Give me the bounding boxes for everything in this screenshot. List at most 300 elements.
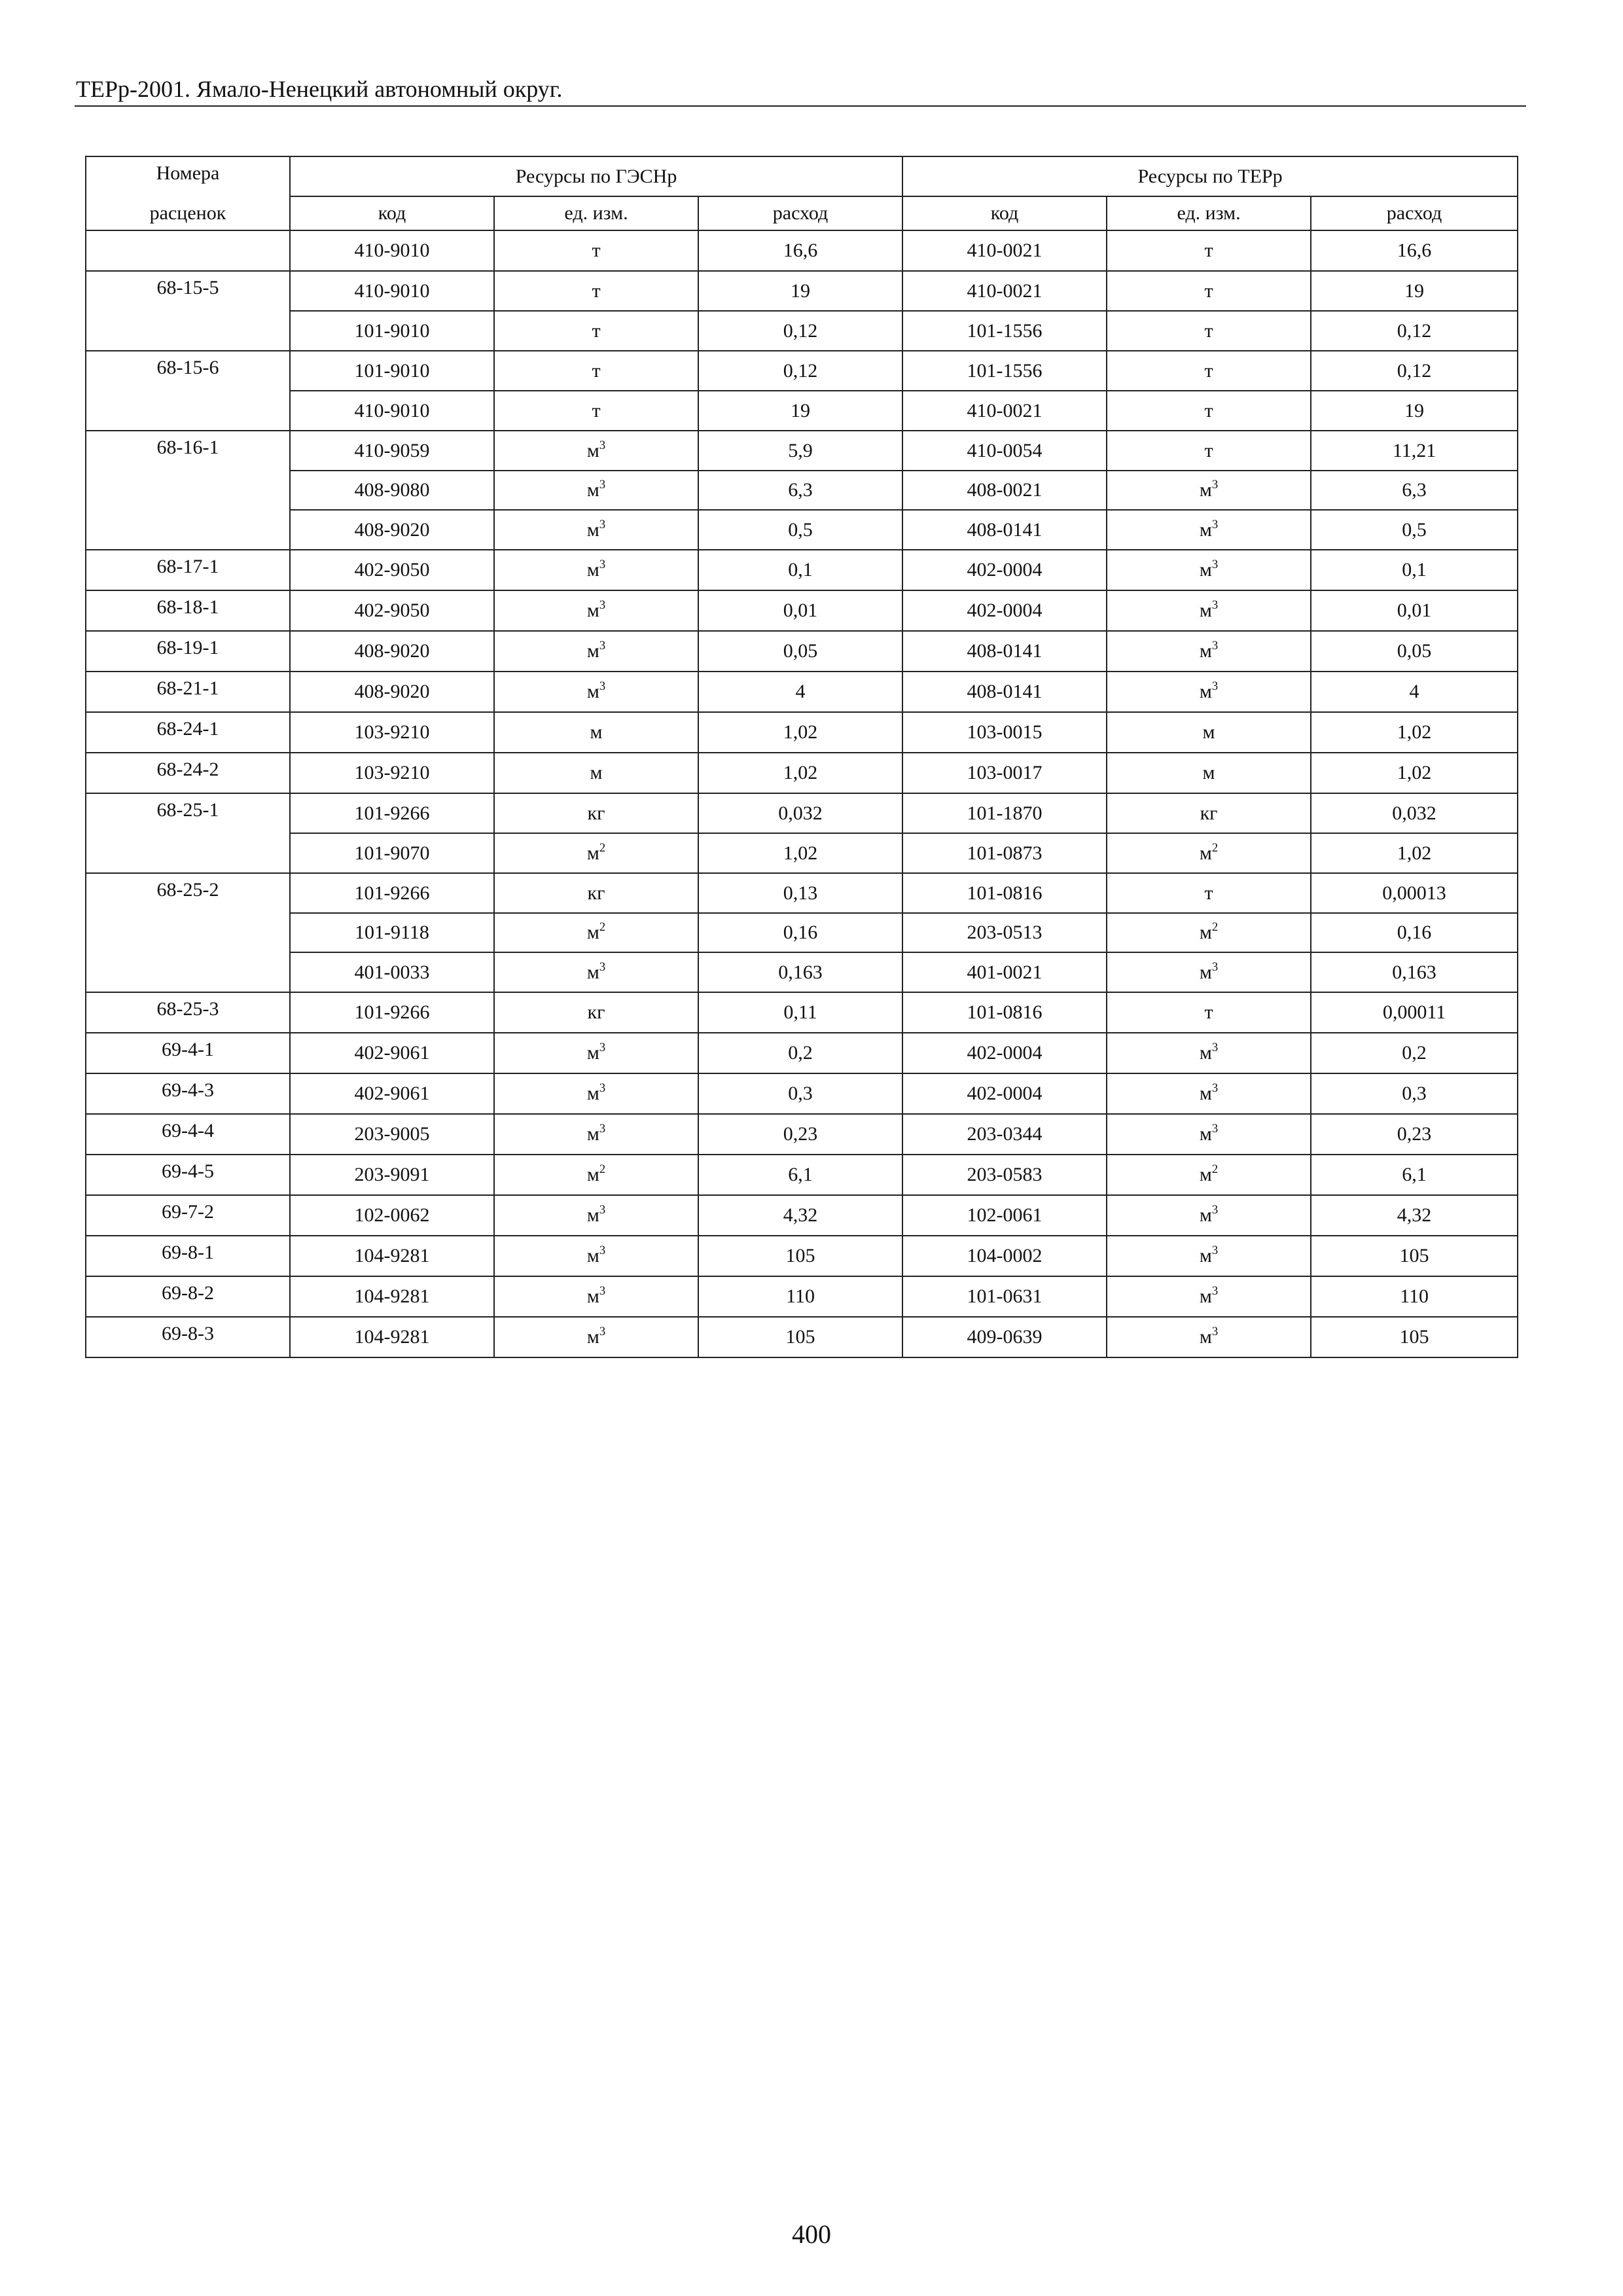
gesnr-amount-cell: 0,1 <box>698 550 902 590</box>
table-header-row-1 <box>86 156 1518 196</box>
table-row <box>86 952 1518 992</box>
gesnr-code-cell: 408-9020 <box>290 672 494 712</box>
unit-text: кг <box>1200 802 1218 824</box>
unit-exponent: 3 <box>1211 1041 1219 1054</box>
unit-text: м <box>1199 518 1212 541</box>
gesnr-group-header: Ресурсы по ГЭСНр <box>290 156 902 196</box>
gesnr-unit-cell <box>494 431 698 471</box>
unit-exponent: 3 <box>599 1041 606 1054</box>
gesnr-unit-cell <box>494 712 698 753</box>
terr-code-cell: 408-0141 <box>902 672 1107 712</box>
unit-exponent: 3 <box>1211 517 1219 531</box>
rate-number-cell: 68-15-5 <box>86 271 290 311</box>
terr-code-cell: 101-1870 <box>902 793 1107 833</box>
unit-text: т <box>592 240 601 261</box>
terr-amount-cell: 105 <box>1311 1236 1518 1276</box>
terr-code-cell: 402-0004 <box>902 1033 1107 1073</box>
terr-unit-cell <box>1107 230 1311 271</box>
unit-text: м <box>586 1326 599 1348</box>
terr-unit-cell <box>1107 913 1311 952</box>
terr-amount-cell: 1,02 <box>1311 833 1518 873</box>
gesnr-amount-cell: 0,23 <box>698 1114 902 1155</box>
terr-amount-cell: 1,02 <box>1311 712 1518 753</box>
unit-exponent: 3 <box>599 1244 606 1257</box>
unit-text: м <box>1199 640 1212 662</box>
terr-code-cell: 408-0141 <box>902 631 1107 672</box>
unit-exponent: 3 <box>1211 1284 1219 1298</box>
terr-unit-header: ед. изм. <box>1107 196 1311 230</box>
terr-code-cell: 203-0344 <box>902 1114 1107 1155</box>
rate-number-cell: 69-4-4 <box>86 1114 290 1155</box>
unit-text: м <box>586 439 599 461</box>
table-row <box>86 510 1518 550</box>
table-row <box>86 631 1518 672</box>
table-body <box>86 230 1518 1357</box>
gesnr-amount-cell: 0,163 <box>698 952 902 992</box>
terr-unit-cell <box>1107 753 1311 793</box>
unit-text: м <box>1199 842 1212 864</box>
unit-exponent: 2 <box>1211 840 1219 855</box>
gesnr-amount-cell: 19 <box>698 391 902 431</box>
rate-number-cell: 69-7-2 <box>86 1195 290 1236</box>
rate-number-cell <box>86 391 290 431</box>
terr-amount-cell: 0,05 <box>1311 631 1518 672</box>
terr-unit-cell <box>1107 631 1311 672</box>
gesnr-amount-cell: 0,3 <box>698 1073 902 1114</box>
gesnr-unit-cell <box>494 1195 698 1236</box>
unit-text: т <box>1204 319 1213 342</box>
gesnr-amount-cell: 1,02 <box>698 753 902 793</box>
table-row <box>86 271 1518 311</box>
unit-exponent: 3 <box>1211 478 1219 492</box>
terr-unit-cell <box>1107 271 1311 311</box>
terr-code-header: код <box>902 196 1107 230</box>
rate-number-cell: 68-19-1 <box>86 631 290 672</box>
gesnr-code-cell: 402-9050 <box>290 590 494 631</box>
rate-number-cell <box>86 913 290 952</box>
terr-amount-cell: 19 <box>1311 271 1518 311</box>
terr-code-cell: 103-0017 <box>902 753 1107 793</box>
unit-text: м <box>1199 1204 1212 1226</box>
gesnr-unit-cell <box>494 351 698 391</box>
terr-unit-cell <box>1107 1317 1311 1357</box>
unit-exponent: 2 <box>599 1162 606 1176</box>
terr-code-cell: 402-0004 <box>902 550 1107 590</box>
unit-exponent: 2 <box>1211 1162 1219 1176</box>
terr-amount-cell: 4 <box>1311 672 1518 712</box>
terr-amount-cell: 0,3 <box>1311 1073 1518 1114</box>
unit-text: м <box>586 559 599 581</box>
gesnr-code-cell: 104-9281 <box>290 1236 494 1276</box>
rate-number-cell: 69-8-3 <box>86 1317 290 1357</box>
unit-text: кг <box>587 882 605 904</box>
rate-number-header: Номера <box>86 156 290 196</box>
terr-code-cell: 102-0061 <box>902 1195 1107 1236</box>
table-row <box>86 873 1518 913</box>
gesnr-amount-cell: 0,12 <box>698 351 902 391</box>
gesnr-amount-cell: 1,02 <box>698 833 902 873</box>
table-row <box>86 1073 1518 1114</box>
rate-number-cell: 69-4-1 <box>86 1033 290 1073</box>
gesnr-amount-cell: 16,6 <box>698 230 902 271</box>
terr-unit-cell <box>1107 471 1311 510</box>
unit-text: м <box>586 1245 599 1266</box>
gesnr-unit-cell <box>494 992 698 1033</box>
terr-code-cell: 401-0021 <box>902 952 1107 992</box>
rate-number-cell: 68-25-3 <box>86 992 290 1033</box>
unit-text: м <box>586 1123 599 1145</box>
unit-exponent: 3 <box>599 1081 606 1095</box>
unit-text: м <box>586 1164 599 1185</box>
gesnr-unit-cell <box>494 471 698 510</box>
gesnr-unit-cell <box>494 1114 698 1155</box>
gesnr-amount-cell: 0,12 <box>698 311 902 351</box>
unit-exponent: 2 <box>599 920 606 934</box>
table-row <box>86 230 1518 271</box>
terr-code-cell: 408-0141 <box>902 510 1107 550</box>
gesnr-amount-cell: 19 <box>698 271 902 311</box>
table-row <box>86 351 1518 391</box>
gesnr-unit-cell <box>494 510 698 550</box>
terr-unit-cell <box>1107 590 1311 631</box>
terr-code-cell: 103-0015 <box>902 712 1107 753</box>
unit-text: м <box>1199 600 1212 621</box>
table-row <box>86 1195 1518 1236</box>
rate-number-cell: 69-8-1 <box>86 1236 290 1276</box>
unit-text: т <box>592 359 601 382</box>
rate-number-cell: 68-21-1 <box>86 672 290 712</box>
rate-number-cell: 68-18-1 <box>86 590 290 631</box>
gesnr-code-cell: 104-9281 <box>290 1276 494 1317</box>
table-row <box>86 672 1518 712</box>
terr-unit-cell <box>1107 1114 1311 1155</box>
gesnr-code-cell: 203-9091 <box>290 1155 494 1195</box>
gesnr-unit-cell <box>494 311 698 351</box>
terr-amount-header: расход <box>1311 196 1518 230</box>
gesnr-code-cell: 408-9020 <box>290 510 494 550</box>
gesnr-unit-header: ед. изм. <box>494 196 698 230</box>
table-row <box>86 712 1518 753</box>
terr-unit-cell <box>1107 793 1311 833</box>
gesnr-code-cell: 102-0062 <box>290 1195 494 1236</box>
terr-unit-cell <box>1107 1236 1311 1276</box>
unit-exponent: 3 <box>1211 1122 1219 1136</box>
header-rule <box>75 105 1526 107</box>
gesnr-code-cell: 401-0033 <box>290 952 494 992</box>
rate-number-cell: 68-17-1 <box>86 550 290 590</box>
unit-text: т <box>1204 240 1213 261</box>
unit-text: м <box>1199 961 1212 983</box>
gesnr-code-cell: 101-9266 <box>290 992 494 1033</box>
terr-amount-cell: 0,00011 <box>1311 992 1518 1033</box>
gesnr-amount-cell: 6,3 <box>698 471 902 510</box>
terr-code-cell: 402-0004 <box>902 1073 1107 1114</box>
gesnr-amount-cell: 0,032 <box>698 793 902 833</box>
unit-exponent: 3 <box>1211 1081 1219 1095</box>
unit-text: м <box>1199 922 1212 943</box>
gesnr-amount-cell: 5,9 <box>698 431 902 471</box>
unit-text: м <box>590 721 603 743</box>
terr-amount-cell: 105 <box>1311 1317 1518 1357</box>
terr-amount-cell: 6,1 <box>1311 1155 1518 1195</box>
terr-unit-cell <box>1107 311 1311 351</box>
terr-code-cell: 101-0816 <box>902 873 1107 913</box>
unit-exponent: 3 <box>599 478 606 492</box>
unit-text: т <box>1204 399 1213 422</box>
terr-unit-cell <box>1107 550 1311 590</box>
table-row <box>86 833 1518 873</box>
table-row <box>86 471 1518 510</box>
terr-code-cell: 101-0816 <box>902 992 1107 1033</box>
rate-number-cell: 68-16-1 <box>86 431 290 471</box>
unit-text: м <box>1199 1285 1212 1307</box>
unit-exponent: 3 <box>1211 679 1219 693</box>
unit-text: м <box>586 681 599 702</box>
unit-exponent: 3 <box>1211 1244 1219 1257</box>
terr-code-cell: 402-0004 <box>902 590 1107 631</box>
terr-unit-cell <box>1107 952 1311 992</box>
terr-amount-cell: 0,01 <box>1311 590 1518 631</box>
terr-amount-cell: 4,32 <box>1311 1195 1518 1236</box>
terr-unit-cell <box>1107 873 1311 913</box>
gesnr-unit-cell <box>494 1317 698 1357</box>
terr-amount-cell: 0,00013 <box>1311 873 1518 913</box>
table-row <box>86 1114 1518 1155</box>
gesnr-amount-cell: 105 <box>698 1317 902 1357</box>
unit-text: м <box>590 762 603 783</box>
gesnr-unit-cell <box>494 590 698 631</box>
gesnr-code-cell: 402-9050 <box>290 550 494 590</box>
gesnr-unit-cell <box>494 873 698 913</box>
gesnr-amount-header: расход <box>698 196 902 230</box>
rate-number-cell: 68-25-1 <box>86 793 290 833</box>
terr-code-cell: 410-0054 <box>902 431 1107 471</box>
rate-number-cell: 69-8-2 <box>86 1276 290 1317</box>
unit-exponent: 3 <box>1211 639 1219 653</box>
gesnr-code-cell: 101-9010 <box>290 311 494 351</box>
unit-text: т <box>1204 439 1213 461</box>
terr-unit-cell <box>1107 833 1311 873</box>
page-number: 400 <box>792 2219 831 2249</box>
terr-code-cell: 408-0021 <box>902 471 1107 510</box>
gesnr-amount-cell: 0,5 <box>698 510 902 550</box>
terr-code-cell: 410-0021 <box>902 230 1107 271</box>
unit-exponent: 3 <box>599 960 606 974</box>
unit-text: т <box>592 399 601 422</box>
table-row <box>86 1276 1518 1317</box>
rate-number-cell <box>86 311 290 351</box>
unit-exponent: 3 <box>599 1325 606 1338</box>
gesnr-amount-cell: 0,05 <box>698 631 902 672</box>
gesnr-amount-cell: 0,11 <box>698 992 902 1033</box>
gesnr-unit-cell <box>494 631 698 672</box>
terr-unit-cell <box>1107 992 1311 1033</box>
table-row <box>86 391 1518 431</box>
rate-number-cell: 68-24-1 <box>86 712 290 753</box>
terr-amount-cell: 0,12 <box>1311 311 1518 351</box>
unit-text: м <box>1199 559 1212 581</box>
gesnr-code-cell: 408-9020 <box>290 631 494 672</box>
unit-exponent: 3 <box>599 1284 606 1298</box>
unit-text: м <box>586 922 599 943</box>
gesnr-code-cell: 101-9266 <box>290 793 494 833</box>
unit-text: м <box>1202 762 1215 783</box>
unit-text: м <box>586 961 599 983</box>
terr-amount-cell: 19 <box>1311 391 1518 431</box>
table-row <box>86 1317 1518 1357</box>
terr-code-cell: 101-1556 <box>902 351 1107 391</box>
unit-text: м <box>586 1042 599 1064</box>
terr-amount-cell: 16,6 <box>1311 230 1518 271</box>
gesnr-code-cell: 402-9061 <box>290 1033 494 1073</box>
terr-unit-cell <box>1107 712 1311 753</box>
gesnr-amount-cell: 0,01 <box>698 590 902 631</box>
unit-text: т <box>592 279 601 302</box>
terr-unit-cell <box>1107 431 1311 471</box>
rate-number-cell: 68-24-2 <box>86 753 290 793</box>
unit-text: т <box>1204 359 1213 382</box>
table-row <box>86 793 1518 833</box>
unit-text: м <box>1199 1083 1212 1104</box>
unit-exponent: 3 <box>599 679 606 693</box>
unit-exponent: 3 <box>599 598 606 612</box>
gesnr-code-cell: 402-9061 <box>290 1073 494 1114</box>
gesnr-amount-cell: 110 <box>698 1276 902 1317</box>
gesnr-unit-cell <box>494 550 698 590</box>
terr-code-cell: 101-0631 <box>902 1276 1107 1317</box>
table-row <box>86 550 1518 590</box>
terr-amount-cell: 11,21 <box>1311 431 1518 471</box>
gesnr-code-cell: 104-9281 <box>290 1317 494 1357</box>
terr-code-cell: 203-0513 <box>902 913 1107 952</box>
rate-number-cell <box>86 510 290 550</box>
gesnr-code-cell: 410-9010 <box>290 271 494 311</box>
gesnr-unit-cell <box>494 833 698 873</box>
gesnr-unit-cell <box>494 391 698 431</box>
unit-text: м <box>586 1083 599 1104</box>
unit-exponent: 3 <box>1211 598 1219 612</box>
gesnr-unit-cell <box>494 271 698 311</box>
unit-text: м <box>1199 1042 1212 1064</box>
unit-text: м <box>586 479 599 501</box>
unit-exponent: 3 <box>599 558 606 571</box>
gesnr-code-cell: 203-9005 <box>290 1114 494 1155</box>
unit-exponent: 3 <box>599 1122 606 1136</box>
table-row <box>86 913 1518 952</box>
gesnr-amount-cell: 1,02 <box>698 712 902 753</box>
unit-text: м <box>1199 1123 1212 1145</box>
unit-exponent: 3 <box>1211 1325 1219 1338</box>
gesnr-unit-cell <box>494 1033 698 1073</box>
unit-text: м <box>586 600 599 621</box>
rate-number-cell: 69-4-5 <box>86 1155 290 1195</box>
gesnr-amount-cell: 105 <box>698 1236 902 1276</box>
unit-exponent: 3 <box>1211 558 1219 571</box>
gesnr-unit-cell <box>494 1073 698 1114</box>
terr-amount-cell: 0,12 <box>1311 351 1518 391</box>
unit-exponent: 3 <box>1211 960 1219 974</box>
rate-number-cell: 68-25-2 <box>86 873 290 913</box>
unit-text: т <box>1204 279 1213 302</box>
terr-amount-cell: 0,16 <box>1311 913 1518 952</box>
unit-exponent: 3 <box>599 1203 606 1217</box>
terr-code-cell: 410-0021 <box>902 271 1107 311</box>
unit-exponent: 3 <box>1211 1203 1219 1217</box>
table-row <box>86 311 1518 351</box>
gesnr-unit-cell <box>494 753 698 793</box>
terr-unit-cell <box>1107 1073 1311 1114</box>
terr-amount-cell: 1,02 <box>1311 753 1518 793</box>
unit-text: м <box>1199 1326 1212 1348</box>
gesnr-amount-cell: 0,2 <box>698 1033 902 1073</box>
gesnr-unit-cell <box>494 672 698 712</box>
unit-text: м <box>1199 1164 1212 1185</box>
page-header-title: ТЕРр-2001. Ямало-Ненецкий автономный округ. <box>76 76 563 102</box>
rate-number-cell <box>86 833 290 873</box>
terr-unit-cell <box>1107 351 1311 391</box>
terr-amount-cell: 0,163 <box>1311 952 1518 992</box>
unit-text: т <box>592 319 601 342</box>
terr-amount-cell: 0,23 <box>1311 1114 1518 1155</box>
unit-exponent: 2 <box>1211 920 1219 934</box>
unit-text: т <box>1204 882 1213 904</box>
gesnr-unit-cell <box>494 793 698 833</box>
unit-text: м <box>1199 681 1212 702</box>
rate-number-cell <box>86 230 290 271</box>
gesnr-code-cell: 103-9210 <box>290 712 494 753</box>
unit-text: м <box>586 1204 599 1226</box>
gesnr-code-cell: 410-9059 <box>290 431 494 471</box>
terr-amount-cell: 6,3 <box>1311 471 1518 510</box>
terr-unit-cell <box>1107 672 1311 712</box>
terr-unit-cell <box>1107 1155 1311 1195</box>
gesnr-code-cell: 408-9080 <box>290 471 494 510</box>
table-row <box>86 992 1518 1033</box>
unit-text: м <box>586 1285 599 1307</box>
terr-unit-cell <box>1107 510 1311 550</box>
gesnr-amount-cell: 4 <box>698 672 902 712</box>
gesnr-code-cell: 410-9010 <box>290 230 494 271</box>
terr-code-cell: 101-0873 <box>902 833 1107 873</box>
table-row <box>86 431 1518 471</box>
terr-unit-cell <box>1107 391 1311 431</box>
gesnr-unit-cell <box>494 230 698 271</box>
table-row <box>86 1155 1518 1195</box>
gesnr-unit-cell <box>494 952 698 992</box>
gesnr-amount-cell: 0,16 <box>698 913 902 952</box>
terr-unit-cell <box>1107 1276 1311 1317</box>
gesnr-unit-cell <box>494 1276 698 1317</box>
rate-number-cell: 69-4-3 <box>86 1073 290 1114</box>
unit-exponent: 3 <box>599 639 606 653</box>
table-row <box>86 1033 1518 1073</box>
gesnr-code-header: код <box>290 196 494 230</box>
gesnr-unit-cell <box>494 913 698 952</box>
terr-amount-cell: 0,2 <box>1311 1033 1518 1073</box>
gesnr-code-cell: 101-9118 <box>290 913 494 952</box>
terr-unit-cell <box>1107 1195 1311 1236</box>
terr-amount-cell: 0,1 <box>1311 550 1518 590</box>
table-row <box>86 590 1518 631</box>
unit-exponent: 3 <box>599 517 606 531</box>
unit-text: м <box>1202 721 1215 743</box>
unit-text: т <box>1204 1001 1213 1023</box>
unit-text: кг <box>587 802 605 824</box>
unit-exponent: 3 <box>599 438 606 452</box>
table-row <box>86 753 1518 793</box>
terr-code-cell: 203-0583 <box>902 1155 1107 1195</box>
terr-code-cell: 104-0002 <box>902 1236 1107 1276</box>
